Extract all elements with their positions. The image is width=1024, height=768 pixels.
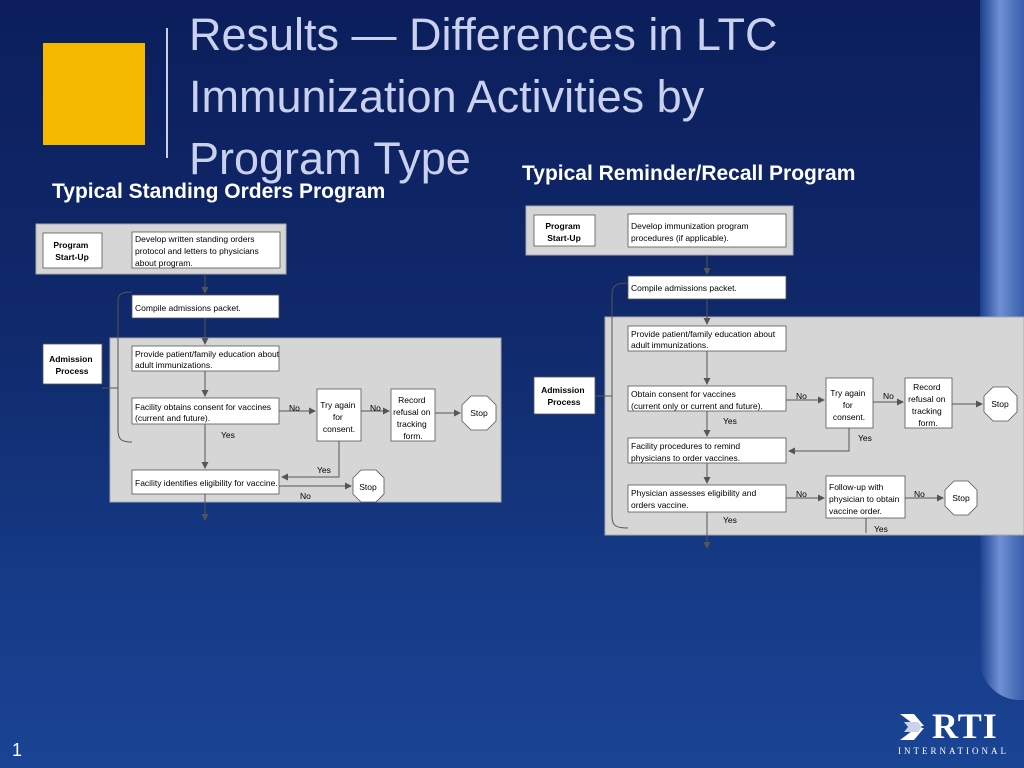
stage-admission-label: Admission Process — [49, 354, 93, 376]
label-no-3: No — [300, 491, 311, 501]
step-procedures-text: Develop immunization program procedures (if applicable). — [631, 221, 749, 243]
standing-orders-flowchart — [36, 224, 501, 520]
label-no-4: No — [914, 489, 925, 499]
step-try-again-text: Try again for consent. — [830, 388, 866, 422]
label-yes-2: Yes — [858, 433, 872, 443]
step-followup-text: Follow-up with physician to obtain vaccine order. — [829, 482, 900, 516]
rti-logo — [898, 706, 1012, 760]
step-try-again-text: Try again for consent. — [320, 400, 356, 434]
page-number: 1 — [12, 740, 23, 760]
step-education-text: Provide patient/family education about adult immunizations. — [631, 329, 776, 350]
step-remind-text: Facility procedures to remind physicians to order vaccines. — [631, 441, 741, 463]
step-identify-text: Facility identifies eligibility for vaccine. — [135, 478, 278, 488]
stop-label-2: Stop — [359, 482, 377, 492]
step-protocol-text: Develop written standing orders protocol and letters to physicians about program. — [135, 234, 259, 268]
label-yes-2: Yes — [317, 465, 331, 475]
slide-title: Results — Differences in LTC Immunization Activities by Program Type — [189, 9, 778, 184]
step-record-text: Record refusal on tracking form. — [393, 395, 431, 441]
stage-admission-box — [43, 344, 102, 384]
step-record-text: Record refusal on tracking form. — [908, 382, 946, 428]
step-compile-text: Compile admissions packet. — [631, 283, 737, 293]
stage-admission-box — [534, 377, 595, 414]
stop-label-2: Stop — [952, 493, 970, 503]
label-no-3: No — [796, 489, 807, 499]
label-no-2: No — [883, 391, 894, 401]
reminder-recall-flowchart — [526, 206, 1024, 548]
label-no-1: No — [289, 403, 300, 413]
label-yes-1: Yes — [221, 430, 235, 440]
label-yes-1: Yes — [723, 416, 737, 426]
standing-orders-title: Typical Standing Orders Program — [52, 180, 386, 203]
logo-subtitle: INTERNATIONAL — [898, 746, 1009, 756]
stage-admission-label: Admission Process — [541, 385, 585, 407]
label-yes-4: Yes — [874, 524, 888, 534]
label-no-2: No — [370, 403, 381, 413]
step-assess-text: Physician assesses eligibility and orders vaccine. — [631, 488, 757, 510]
stage-startup-box — [43, 233, 102, 268]
label-yes-3: Yes — [723, 515, 737, 525]
stop-label-1: Stop — [991, 399, 1009, 409]
step-consent-text: Obtain consent for vaccines (current only or current and future). — [631, 389, 763, 411]
rti-logo-icon — [898, 712, 932, 742]
step-consent-text: Facility obtains consent for vaccines (current and future). — [135, 402, 272, 423]
logo-name: RTI — [932, 706, 998, 746]
step-education-text: Provide patient/family education about adult immunizations. — [135, 349, 280, 370]
stop-label-1: Stop — [470, 408, 488, 418]
reminder-recall-title: Typical Reminder/Recall Program — [522, 162, 856, 185]
stage-startup-label: Program Start-Up — [53, 240, 89, 262]
label-no-1: No — [796, 391, 807, 401]
stage-startup-label: Program Start-Up — [545, 221, 581, 243]
step-compile-text: Compile admissions packet. — [135, 303, 241, 313]
